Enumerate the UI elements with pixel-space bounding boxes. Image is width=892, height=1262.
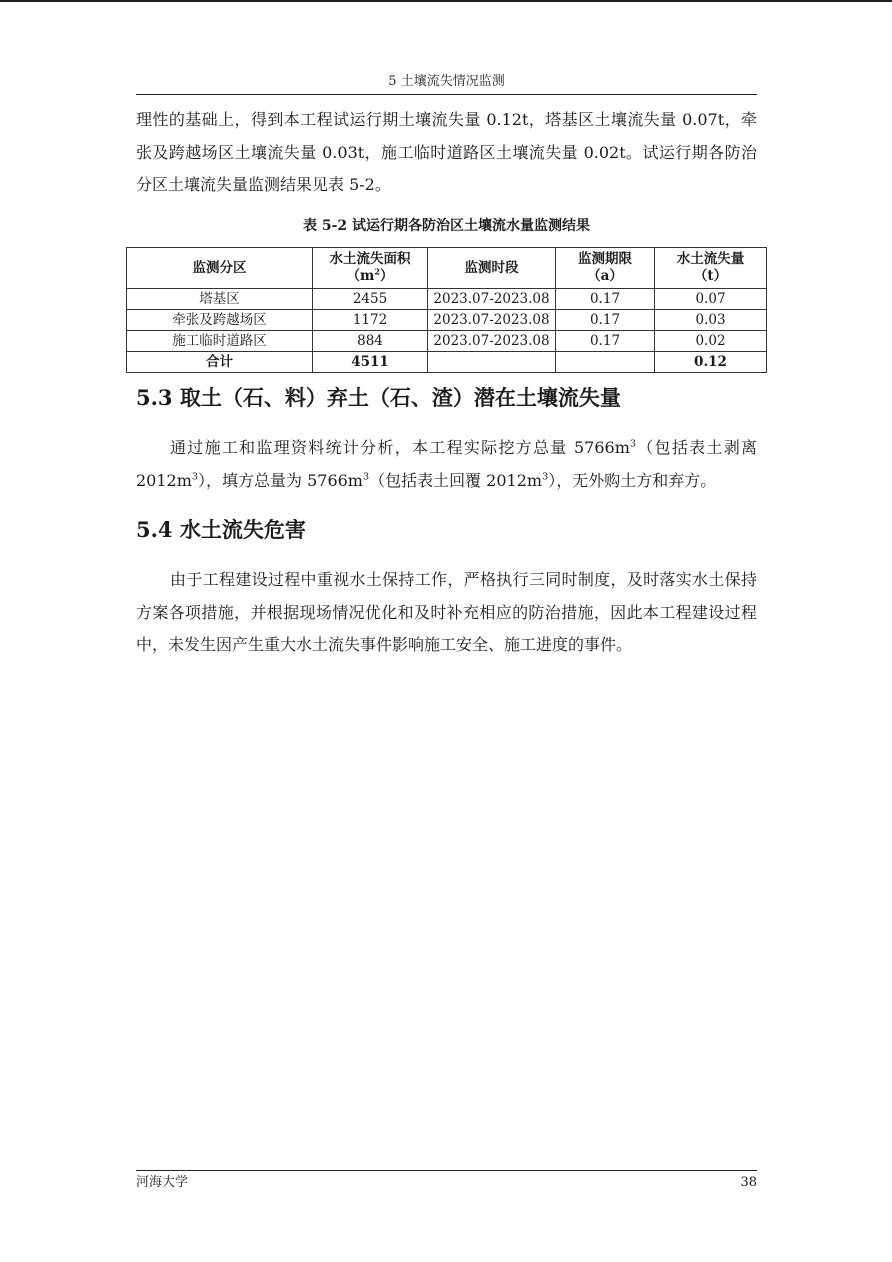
cell-term: 0.17 [556, 289, 655, 310]
header-term [556, 248, 655, 289]
running-header: 5 土壤流失情况监测 [388, 74, 505, 89]
header-zone: 监测分区 [127, 248, 313, 289]
cell-area: 884 [313, 331, 428, 352]
header-term-line1: 监测期限 [578, 251, 632, 267]
header-area-unit-sup: 2 [374, 266, 380, 277]
header-term-line2: （a） [587, 268, 623, 284]
paragraph-earthwork [136, 432, 757, 497]
table-header-row [127, 248, 767, 289]
earthwork-text-a: 通过施工和监理资料统计分析，本工程实际挖方总量 5766m [170, 438, 630, 457]
total-loss: 0.12 [655, 352, 767, 373]
page-number: 38 [740, 1175, 757, 1190]
header-area-unit-close: ） [379, 268, 394, 284]
cell-zone: 施工临时道路区 [127, 331, 313, 352]
superscript-3: 3 [629, 438, 636, 450]
table-row [127, 289, 767, 310]
header-loss-line2: （t） [693, 268, 728, 284]
total-label: 合计 [127, 352, 313, 373]
earthwork-text-d: （包括表土回覆 2012m [369, 470, 543, 490]
section-heading-5-4: 5.4 水土流失危害 [136, 517, 306, 542]
header-area-line1: 水土流失面积 [329, 251, 411, 267]
header-rule [136, 94, 757, 95]
cell-zone: 塔基区 [127, 289, 313, 310]
header-area-unit-open: （m [346, 268, 375, 284]
total-period [428, 352, 556, 373]
cell-area: 1172 [313, 310, 428, 331]
cell-loss: 0.03 [655, 310, 767, 331]
soil-loss-table [126, 247, 767, 373]
earthwork-text-e: ），无外购土方和弃方。 [548, 470, 717, 490]
earthwork-text-c: ），填方总量为 5766m [198, 470, 363, 490]
table-row [127, 331, 767, 352]
cell-area: 2455 [313, 289, 428, 310]
superscript-3: 3 [191, 471, 198, 483]
header-loss-line1: 水土流失量 [676, 251, 745, 267]
footer-institution: 河海大学 [136, 1175, 189, 1190]
cell-loss: 0.07 [655, 289, 767, 310]
cell-period: 2023.07-2023.08 [428, 331, 556, 352]
earthwork-text-b: （包括表土剥离 2012m [136, 438, 757, 490]
paragraph-monitoring-results: 理性的基础上，得到本工程试运行期土壤流失量 0.12t，塔基区土壤流失量 0.07t，牵张及跨越场区土壤流失量 0.03t，施工临时道路区土壤流失量 0.02t。试运行期各防治分区土壤流失量监测结果见表 5-2。 [136, 110, 757, 194]
superscript-3: 3 [362, 471, 370, 483]
cell-term: 0.17 [556, 331, 655, 352]
cell-period: 2023.07-2023.08 [428, 310, 556, 331]
section-heading-5-3: 5.3 取土（石、料）弃土（石、渣）潜在土壤流失量 [136, 385, 621, 410]
table-row [127, 310, 767, 331]
total-term [556, 352, 655, 373]
superscript-3: 3 [542, 471, 549, 483]
paragraph-hazards: 由于工程建设过程中重视水土保持工作，严格执行三同时制度，及时落实水土保持方案各项措施，并根据现场情况优化和及时补充相应的防治措施，因此本工程建设过程中，未发生因产生重大水土流失事件影响施工安全、施工进度的事件。 [136, 570, 757, 654]
footer-rule [136, 1170, 757, 1171]
table-total-row [127, 352, 767, 373]
header-period: 监测时段 [428, 248, 556, 289]
header-loss [655, 248, 767, 289]
cell-loss: 0.02 [655, 331, 767, 352]
page-top-border [0, 0, 892, 2]
cell-term: 0.17 [556, 310, 655, 331]
cell-zone: 牵张及跨越场区 [127, 310, 313, 331]
cell-period: 2023.07-2023.08 [428, 289, 556, 310]
total-area: 4511 [313, 352, 428, 373]
header-area [313, 248, 428, 289]
table-caption: 表 5-2 试运行期各防治区土壤流水量监测结果 [302, 218, 591, 234]
